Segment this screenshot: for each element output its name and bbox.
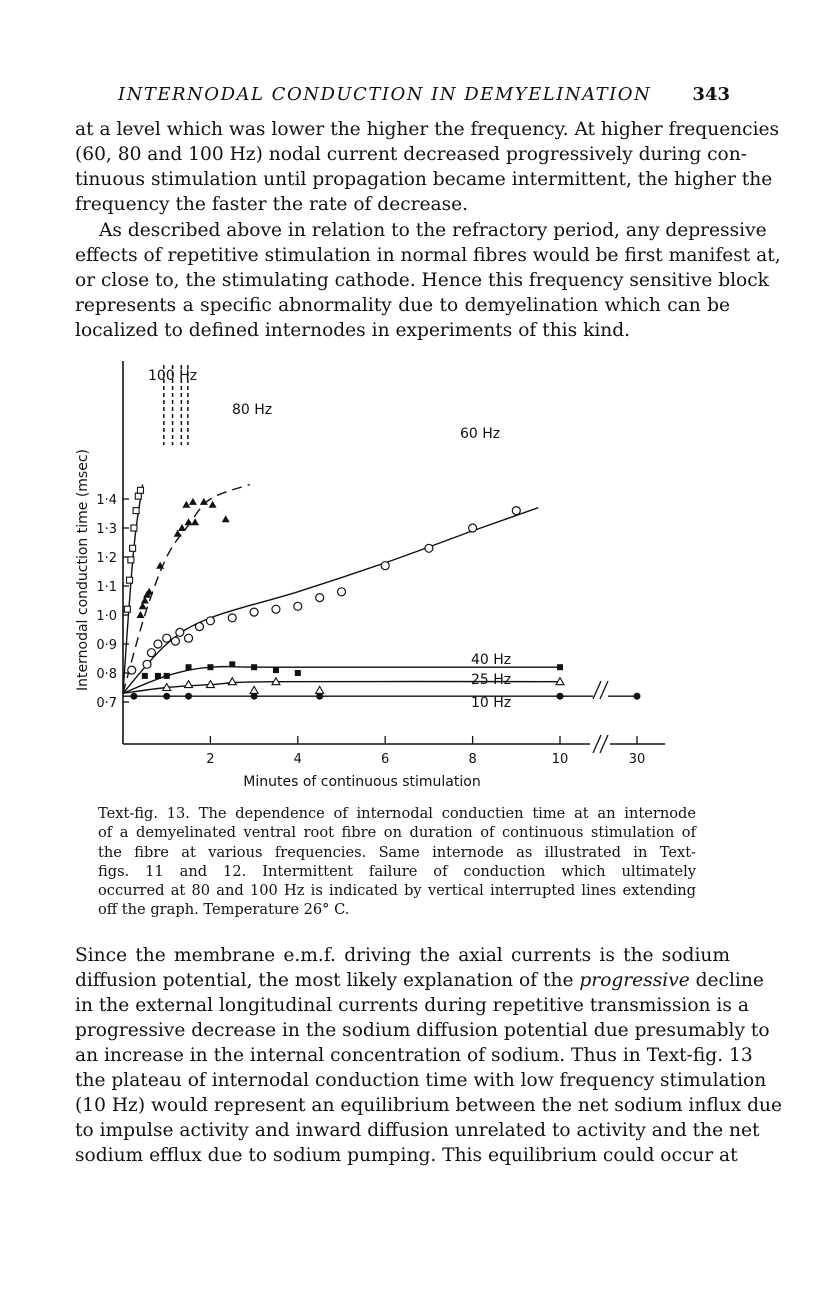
- x-tick-label: 8: [468, 752, 477, 767]
- data-point-80-hz: [182, 501, 190, 508]
- data-point-10-hz: [130, 693, 137, 700]
- data-point-25-hz: [185, 681, 193, 688]
- data-point-100-hz: [135, 493, 141, 499]
- text-line: the plateau of internodal conduction time with low frequency stimulation: [75, 1070, 767, 1091]
- text-line: to impulse activity and inward diffusion unrelated to activity and the net: [75, 1120, 760, 1141]
- data-point-60-hz: [512, 507, 520, 515]
- data-point-40-hz: [207, 664, 213, 670]
- y-tick-label: 1·4: [96, 493, 117, 508]
- caption-line: occurred at 80 and 100 Hz is indicated by vertical interrupted lines extending: [98, 882, 696, 900]
- data-point-40-hz: [186, 664, 192, 670]
- text-run: decline: [689, 970, 764, 991]
- chart-axes: [123, 361, 665, 753]
- y-tick-label: 1·1: [96, 580, 117, 595]
- data-point-60-hz: [163, 634, 171, 642]
- text-line: sodium efflux due to sodium pumping. This equilibrium could occur at: [75, 1145, 738, 1166]
- data-point-10-hz: [557, 693, 564, 700]
- data-point-60-hz: [195, 623, 203, 631]
- data-point-40-hz: [142, 673, 148, 679]
- text-line: an increase in the internal concentration of sodium. Thus in Text-fig. 13: [75, 1045, 753, 1066]
- data-point-60-hz: [381, 562, 389, 570]
- data-point-60-hz: [338, 588, 346, 596]
- data-point-40-hz: [273, 667, 279, 673]
- text-line: localized to defined internodes in experiments of this kind.: [75, 320, 631, 341]
- data-point-40-hz: [155, 673, 161, 679]
- y-tick-label: 1·0: [96, 609, 117, 624]
- data-point-100-hz: [130, 545, 136, 551]
- data-point-80-hz: [209, 501, 217, 508]
- axis-break-mark: [593, 681, 601, 699]
- y-tick-label: 0·9: [96, 638, 117, 653]
- data-point-25-hz: [316, 686, 324, 693]
- page-number: 343: [692, 84, 730, 105]
- text-line: As described above in relation to the refractory period, any depressive: [99, 220, 767, 241]
- data-point-100-hz: [127, 577, 133, 583]
- data-point-10-hz: [634, 693, 641, 700]
- text-line: effects of repetitive stimulation in normal fibres would be first manifest at,: [75, 245, 781, 266]
- data-point-60-hz: [128, 666, 136, 674]
- x-axis-title: Minutes of continuous stimulation: [243, 774, 481, 790]
- data-point-80-hz: [189, 498, 197, 505]
- data-point-80-hz: [145, 588, 153, 595]
- y-tick-label: 0·8: [96, 667, 117, 682]
- figure-caption: [98, 804, 696, 920]
- data-point-80-hz: [136, 611, 144, 618]
- data-point-60-hz: [176, 628, 184, 636]
- data-point-60-hz: [316, 594, 324, 602]
- data-point-10-hz: [251, 693, 258, 700]
- data-point-10-hz: [185, 693, 192, 700]
- text-line: at a level which was lower the higher the frequency. At higher frequencies: [75, 119, 780, 140]
- caption-line: of a demyelinated ventral root fibre on duration of continuous stimulation of: [98, 824, 696, 842]
- data-point-60-hz: [469, 524, 477, 532]
- running-header: [118, 84, 730, 112]
- text-line: in the external longitudinal currents during repetitive transmission is a: [75, 995, 749, 1016]
- x-tick-label: 6: [381, 752, 390, 767]
- data-point-100-hz: [124, 606, 130, 612]
- caption-line: figs. 11 and 12. Intermittent failure of conduction which ultimately: [98, 862, 696, 880]
- series-label-80-hz: 80 Hz: [232, 402, 273, 418]
- axis-break-mark: [600, 735, 608, 753]
- text-run: diffusion potential, the most likely explanation of the: [75, 970, 580, 991]
- data-point-25-hz: [228, 678, 236, 685]
- data-point-60-hz: [143, 660, 151, 668]
- text-line: (10 Hz) would represent an equilibrium between the net sodium influx due: [75, 1095, 782, 1116]
- chart-labels: [75, 368, 511, 790]
- text-line: (60, 80 and 100 Hz) nodal current decreased progressively during con-: [75, 144, 747, 165]
- conduction-time-chart: [60, 355, 700, 795]
- data-point-60-hz: [147, 649, 155, 657]
- fit-curve-100-hz: [123, 485, 143, 694]
- text-line: represents a specific abnormality due to demyelination which can be: [75, 295, 730, 316]
- data-point-60-hz: [294, 602, 302, 610]
- data-point-60-hz: [425, 544, 433, 552]
- x-tick-label: 2: [206, 752, 215, 767]
- series-label-10-hz: 10 Hz: [471, 695, 512, 711]
- caption-line: Text-fig. 13. The dependence of internodal conductien time at an internode: [98, 805, 696, 822]
- data-point-40-hz: [295, 670, 301, 676]
- data-point-60-hz: [228, 614, 236, 622]
- series-label-25-hz: 25 Hz: [471, 672, 512, 688]
- x-tick-label: 4: [293, 752, 302, 767]
- data-point-60-hz: [154, 640, 162, 648]
- y-tick-label: 1·3: [96, 522, 117, 537]
- y-tick-label: 1·2: [96, 551, 117, 566]
- data-point-100-hz: [128, 557, 134, 563]
- data-point-100-hz: [133, 508, 139, 514]
- data-point-40-hz: [557, 664, 563, 670]
- emphasis-progressive: progressive: [579, 970, 690, 991]
- caption-line: the fibre at various frequencies. Same internode as illustrated in Text-: [98, 843, 696, 861]
- data-point-40-hz: [251, 664, 257, 670]
- data-point-60-hz: [206, 617, 214, 625]
- data-point-60-hz: [272, 605, 280, 613]
- data-point-100-hz: [131, 525, 137, 531]
- x-tick-label: 30: [628, 752, 646, 767]
- data-point-80-hz: [191, 518, 199, 525]
- data-point-60-hz: [250, 608, 258, 616]
- data-point-40-hz: [229, 661, 235, 667]
- data-point-10-hz: [163, 693, 170, 700]
- axis-break-mark: [593, 735, 601, 753]
- series-label-60-hz: 60 Hz: [460, 426, 501, 442]
- text-line: [75, 968, 764, 993]
- text-line: progressive decrease in the sodium diffusion potential due presumably to: [75, 1020, 770, 1041]
- y-tick-label: 0·7: [96, 696, 117, 711]
- paragraph-3: [75, 943, 782, 1168]
- data-point-60-hz: [185, 634, 193, 642]
- data-point-10-hz: [316, 693, 323, 700]
- series-label-40-hz: 40 Hz: [471, 652, 512, 668]
- data-point-100-hz: [137, 487, 143, 493]
- series-label-100-hz: 100 Hz: [148, 368, 198, 384]
- axis-break-mark: [600, 681, 608, 699]
- data-point-25-hz: [250, 686, 258, 693]
- data-point-40-hz: [164, 673, 170, 679]
- text-line: frequency the faster the rate of decrease.: [75, 194, 469, 215]
- paragraph-2: [75, 218, 781, 343]
- data-point-80-hz: [185, 518, 193, 525]
- text-line: or close to, the stimulating cathode. Hence this frequency sensitive block: [75, 270, 769, 291]
- running-title: INTERNODAL CONDUCTION IN DEMYELINATION: [118, 84, 652, 105]
- text-line: tinuous stimulation until propagation became intermittent, the higher the: [75, 169, 773, 190]
- text-line: Since the membrane e.m.f. driving the axial currents is the sodium: [75, 945, 730, 966]
- x-tick-label: 10: [551, 752, 569, 767]
- y-axis-title: Internodal conduction time (msec): [75, 449, 91, 691]
- caption-line: off the graph. Temperature 26° C.: [98, 901, 350, 919]
- data-point-60-hz: [171, 637, 179, 645]
- paragraph-1: [75, 117, 780, 217]
- data-point-80-hz: [222, 515, 230, 522]
